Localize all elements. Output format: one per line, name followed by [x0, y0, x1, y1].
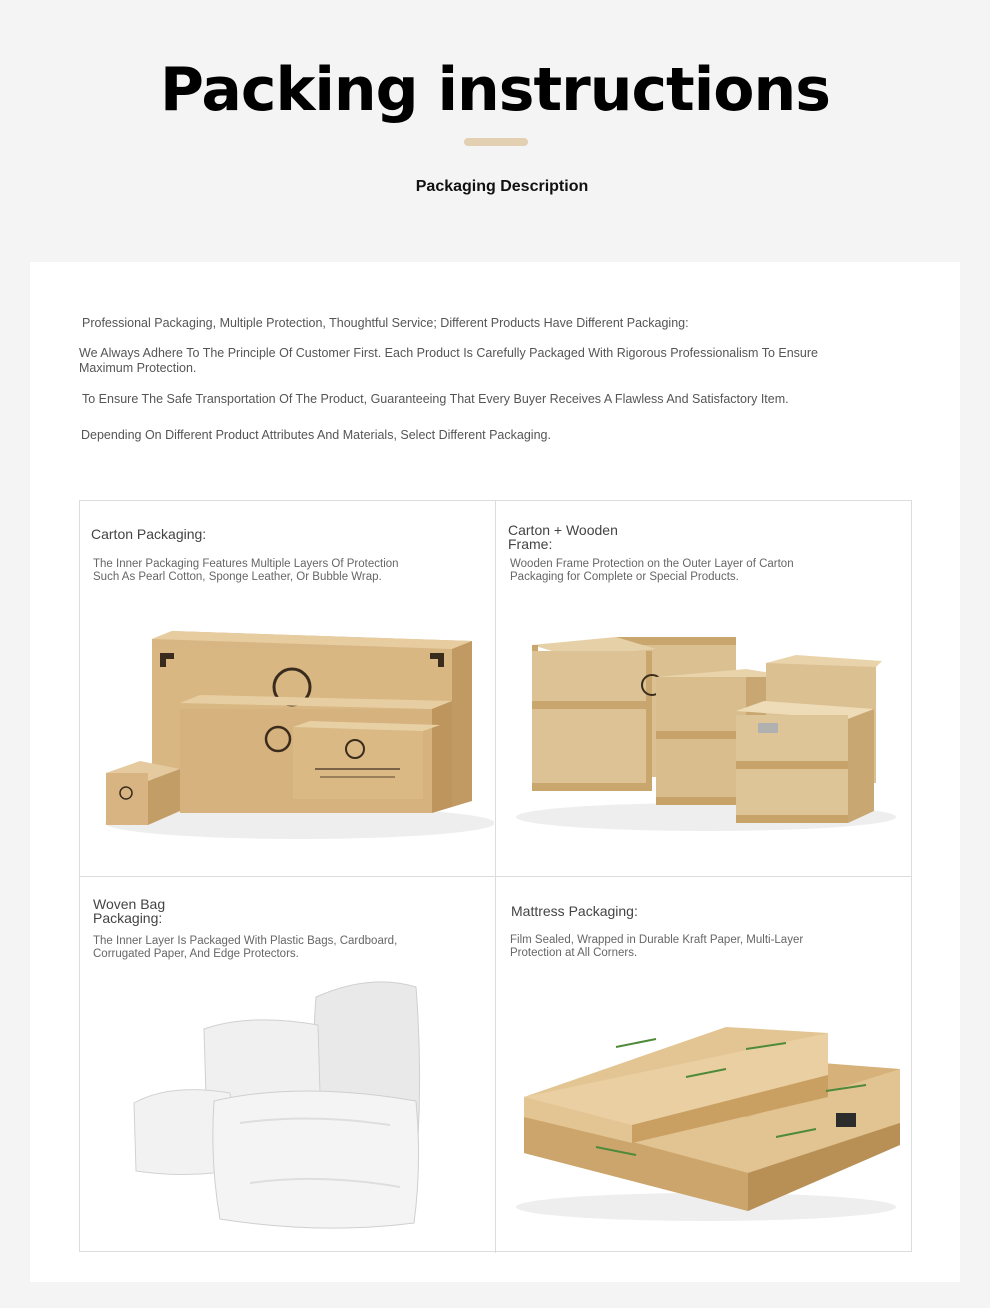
page-title: Packing instructions: [160, 55, 830, 125]
wooden-frame-crates-image: [496, 621, 910, 875]
section-subtitle: Packaging Description: [415, 178, 589, 195]
intro-paragraph: To Ensure The Safe Transportation Of The Product, Guaranteeing That Every Buyer Receives A Flawless And Satisfactory Item.: [82, 392, 789, 406]
option-carton-packaging: [80, 501, 496, 877]
intro-paragraph: We Always Adhere To The Principle Of Customer First. Each Product Is Carefully Packaged With Rigorous Professionalism To Ensure Maximum Protection.: [79, 346, 818, 375]
option-description: Film Sealed, Wrapped in Durable Kraft Paper, Multi-Layer Protection at All Corners.: [510, 934, 804, 959]
option-description: The Inner Packaging Features Multiple Layers Of Protection Such As Pearl Cotton, Sponge Leather, Or Bubble Wrap.: [93, 558, 399, 583]
intro-paragraph: Professional Packaging, Multiple Protection, Thoughtful Service; Different Products Have Different Packaging:: [82, 316, 689, 330]
option-mattress: [496, 877, 912, 1253]
option-description: The Inner Layer Is Packaged With Plastic Bags, Cardboard, Corrugated Paper, And Edge Protectors.: [93, 935, 398, 960]
option-wooden-frame: [496, 501, 912, 877]
option-description: Wooden Frame Protection on the Outer Layer of Carton Packaging for Complete or Special Products.: [510, 558, 794, 583]
carton-boxes-image: [80, 611, 494, 875]
option-title: Carton + Wooden Frame:: [508, 522, 618, 552]
option-title: Carton Packaging:: [91, 526, 207, 542]
packaging-options-grid: [79, 500, 912, 1252]
option-title: Woven Bag Packaging:: [93, 896, 166, 926]
mattress-package-image: [496, 1017, 910, 1251]
option-woven-bag: [80, 877, 496, 1253]
intro-paragraph: Depending On Different Product Attributes And Materials, Select Different Packaging.: [81, 428, 551, 442]
title-underline: [464, 138, 528, 146]
content-card: [30, 262, 960, 1282]
woven-bags-image: [80, 973, 494, 1251]
option-title: Mattress Packaging:: [511, 903, 638, 919]
